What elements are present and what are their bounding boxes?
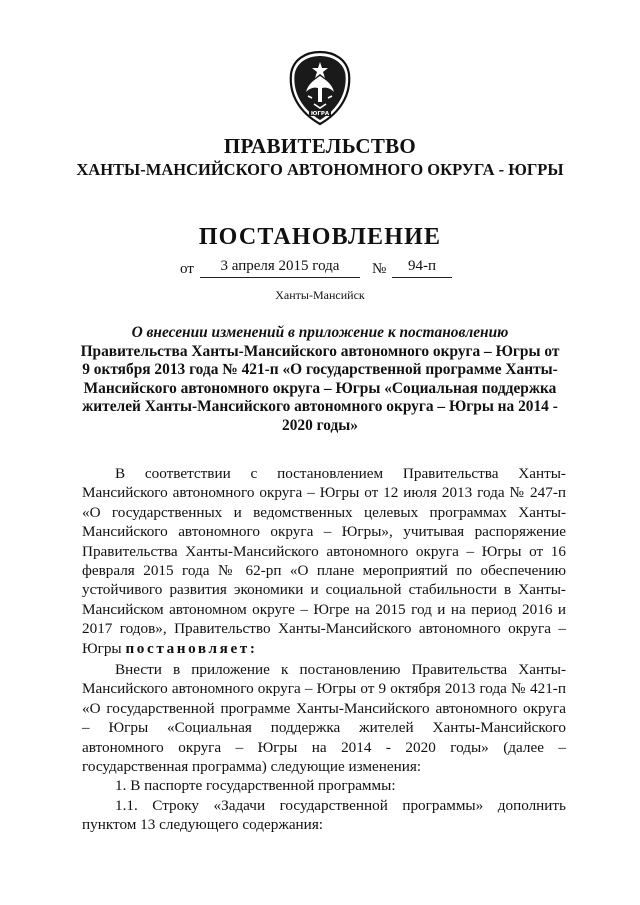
date-underline <box>200 277 360 278</box>
preamble-text: В соответствии с постановлением Правительства Ханты-Мансийского автономного округа – Югры от 12 июля 2013 года № 247-п «О государственных и ведомственных целевых программах Ханты-Мансийского автономного округа – Югры», учитывая распоряжение Правительства Ханты-Мансийского автономного округа – Югры от 16 февраля 2015 года № 62-рп «О плане мероприятий по обеспечению устойчивого развития экономики и социальной стабильности в Ханты-Мансийском автономном округе – Югре на 2015 год и на период 2016 и 2017 годов», Правительство Ханты-Мансийского автономного округа – Югры <box>82 465 566 657</box>
date-prefix: от <box>180 261 194 277</box>
document-subject <box>80 324 560 435</box>
emblem-text: ЮГРА <box>310 111 330 117</box>
document-kind: ПОСТАНОВЛЕНИЕ <box>198 224 442 250</box>
subject-rest: Правительства Ханты-Мансийского автономного округа – Югры от 9 октября 2013 года № 421-п «О государственной программе Ханты-Мансийского автономного округа – Югры «Социальная поддержка жителей Ханты-Мансийского автономного округа – Югры на 2014 - 2020 годы» <box>80 342 560 434</box>
date-number-line <box>0 258 640 282</box>
resolves-word: постановляет: <box>125 639 258 657</box>
number-prefix: № <box>372 261 387 277</box>
item-1: 1. В паспорте государственной программы: <box>115 777 396 795</box>
document-city: Ханты-Мансийск <box>275 288 365 302</box>
preamble-paragraph <box>82 464 566 658</box>
item-1-1: 1.1. Строку «Задачи государственной программы» дополнить пунктом 13 следующего содержания: <box>82 796 566 834</box>
document-number: 94-п <box>407 258 437 274</box>
government-subtitle: ХАНТЫ-МАНСИЙСКОГО АВТОНОМНОГО ОКРУГА - ЮГРЫ <box>76 160 564 179</box>
document-date: 3 апреля 2015 года <box>220 258 340 274</box>
government-title: ПРАВИТЕЛЬСТВО <box>223 134 417 158</box>
khmao-coat-of-arms-icon <box>285 50 355 126</box>
changes-section <box>82 660 566 835</box>
number-underline <box>392 277 452 278</box>
changes-intro-paragraph: Внести в приложение к постановлению Правительства Ханты-Мансийского автономного округа – Югры от 9 октября 2013 года № 421-п «О государственной программе Ханты-Мансийского автономного округа – Югры «Социальная поддержка жителей Ханты-Мансийского автономного округа – Югры на 2014 - 2020 годы» (далее – государственная программа) следующие изменения: <box>82 661 566 776</box>
subject-line-italic: О внесении изменений в приложение к постановлению <box>131 324 509 341</box>
